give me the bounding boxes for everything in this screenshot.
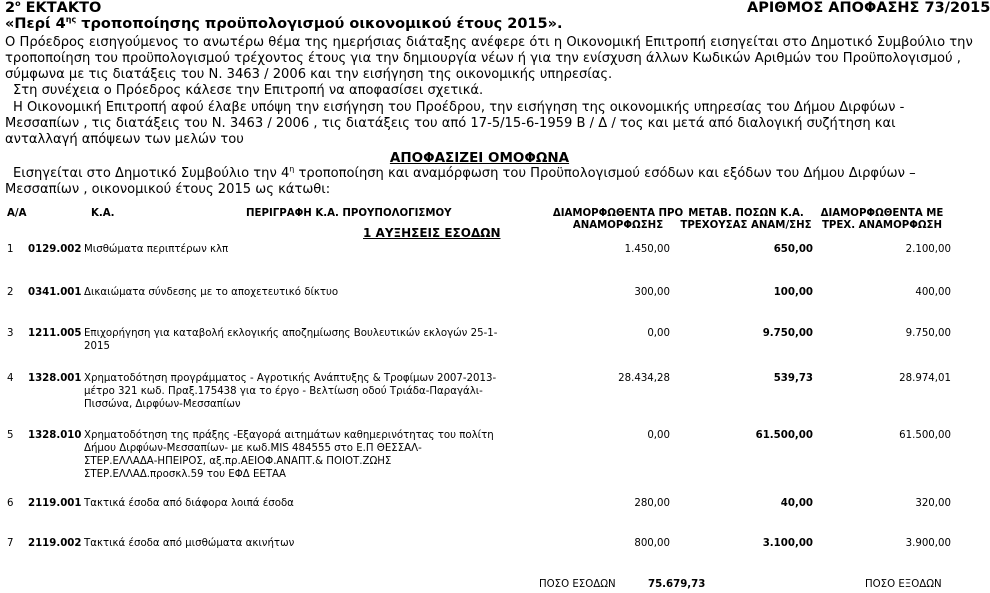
row-1-before: 1.450,00 [624, 244, 670, 255]
row-6-after: 320,00 [915, 498, 951, 509]
row-5-description-line-3: ΣΤΕΡ.ΕΛΛΑΔΑ-ΗΠΕΙΡΟΣ, αξ.πρ.ΑΕΙΟΦ.ΑΝΑΠΤ.& ΠΟΙΟΤ.ΖΩΗΣ [84, 456, 392, 467]
row-7-change: 3.100,00 [762, 538, 813, 549]
decision-subject: «Περί $4^{\eta\varsigma}$ τροποποίησης προϋπολογισμού οικονομικού έτους 2015». [5, 15, 563, 32]
row-7-ka: 2119.002 [28, 538, 82, 549]
row-6-description: Τακτικά έσοδα από διάφορα λοιπά έσοδα [84, 498, 294, 509]
row-2-description: Δικαιώματα σύνδεσης με το αποχετευτικό δίκτυο [84, 287, 339, 298]
row-4-ka: 1328.001 [28, 373, 82, 384]
section-title: 1 ΑΥΞΗΣΕΙΣ ΕΣΟΔΩΝ [363, 226, 501, 240]
row-3-after: 9.750,00 [905, 328, 951, 339]
row-4-change: 539,73 [773, 373, 813, 384]
row-2-after: 400,00 [915, 287, 951, 298]
row-2-aa: 2 [7, 287, 14, 298]
intro-line-4: Στη συνέχεια ο Πρόεδρος κάλεσε την Επιτροπή να αποφασίσει σχετικά. [13, 83, 484, 98]
row-4-description-line-1: Χρηματοδότηση προγράμματος - Αγροτικής Ανάπτυξης & Τροφίμων 2007-2013- [84, 373, 497, 384]
row-6-aa: 6 [7, 498, 14, 509]
row-2-ka: 0341.001 [28, 287, 82, 298]
row-4-before: 28.434,28 [618, 373, 670, 384]
intro-line-5: Η Οικονομική Επιτροπή αφού έλαβε υπόψη την εισήγηση του Προέδρου, την εισήγηση της οικονομικής υπηρεσίας του Δήμου Διρφύων - [13, 100, 905, 115]
row-5-before: 0,00 [647, 430, 670, 441]
row-1-change: 650,00 [773, 244, 813, 255]
row-3-description-line-1: Επιχορήγηση για καταβολή εκλογικής αποζημίωσης Βουλευτικών εκλογών 25-1- [84, 328, 498, 339]
row-4-after: 28.974,01 [899, 373, 951, 384]
decision-title: ΑΠΟΦΑΣΙΖΕΙ ΟΜΟΦΩΝΑ [389, 150, 570, 166]
row-1-ka: 0129.002 [28, 244, 82, 255]
header-description: ΠΕΡΙΓΡΑΦΗ Κ.Α. ΠΡΟΥΠΟΛΟΓΙΣΜΟΥ [246, 208, 452, 219]
row-5-ka: 1328.010 [28, 430, 82, 441]
total-revenue-label: ΠΟΣΟ ΕΣΟΔΩΝ [539, 579, 616, 590]
row-7-description: Τακτικά έσοδα από μισθώματα ακινήτων [84, 538, 295, 549]
row-1-description: Μισθώματα περιπτέρων κλπ [84, 244, 229, 255]
header-before-line-1: ΔΙΑΜΟΡΦΩΘΕΝΤΑ ΠΡΟ [552, 208, 684, 219]
row-5-description-line-2: Δήμου Διρφύων-Μεσσαπίων- με κωδ.MIS 484555 στο Ε.Π ΘΕΣΣΑΛ- [84, 443, 422, 454]
intro-line-2: τροποποίηση του προϋπολογισμού τρέχοντος έτους για την δημιουργία νέων ή για την ενίσχυση άλλων Κωδικών Αριθμών του Προϋπολογισμού , [5, 51, 961, 66]
decision-line-1: Εισηγείται στο Δημοτικό Συμβούλιο την $4^\eta$ τροποποίηση και αναμόρφωση του Προϋπολογισμού εσόδων και εξόδων του Δήμου Διρφύων – [13, 164, 916, 181]
intro-line-6: Μεσσαπίων , τις διατάξεις του Ν. 3463 / 2006 , τις διατάξεις του από 17-5/15-6-1959 Β / Δ / τος και μετά από διαλογική συζήτηση και [5, 116, 896, 131]
header-after-line-1: ΔΙΑΜΟΡΦΩΘΕΝΤΑ ΜΕ [820, 208, 944, 219]
row-5-description-line-4: ΣΤΕΡ.ΕΛΛΑΔ.προσκλ.59 του ΕΦΔ ΕΕΤΑΑ [84, 469, 286, 480]
row-3-ka: 1211.005 [28, 328, 82, 339]
header-aa: Α/Α [7, 208, 27, 219]
row-4-description-line-3: Πισσώνα, Διρφύων-Μεσσαπίων [84, 399, 241, 410]
total-revenue-value: 75.679,73 [648, 579, 706, 590]
row-3-before: 0,00 [647, 328, 670, 339]
row-3-aa: 3 [7, 328, 14, 339]
row-5-change: 61.500,00 [755, 430, 813, 441]
row-5-description-line-1: Χρηματοδότηση της πράξης -Εξαγορά αιτημάτων καθημερινότητας του πολίτη [84, 430, 494, 441]
row-1-after: 2.100,00 [905, 244, 951, 255]
row-4-aa: 4 [7, 373, 14, 384]
intro-line-3: σύμφωνα με τις διατάξεις του Ν. 3463 / 2006 και την εισήγηση της οικονομικής υπηρεσίας. [5, 67, 613, 82]
header-ka: Κ.Α. [91, 208, 115, 219]
row-6-change: 40,00 [780, 498, 813, 509]
agenda-item-number: $2^o$ ΕΚΤΑΚΤΟ [5, 0, 102, 16]
row-2-change: 100,00 [773, 287, 813, 298]
header-change-line-2: ΤΡΕΧΟΥΣΑΣ ΑΝΑΜ/ΣΗΣ [680, 220, 812, 231]
row-7-after: 3.900,00 [905, 538, 951, 549]
intro-line-1: Ο Πρόεδρος εισηγούμενος το ανωτέρω θέμα της ημερήσιας διάταξης ανέφερε ότι η Οικονομική Επιτροπή εισηγείται στο Δημοτικό Συμβούλιο την [5, 35, 973, 50]
row-2-before: 300,00 [634, 287, 670, 298]
row-4-description-line-2: μέτρο 321 κωδ. Πραξ.175438 για το έργο - Βελτίωση οδού Τριάδα-Παραγάλι- [84, 386, 483, 397]
row-3-description-line-2: 2015 [84, 341, 110, 352]
total-expenses-label: ΠΟΣΟ ΕΞΟΔΩΝ [865, 579, 942, 590]
row-6-before: 280,00 [634, 498, 670, 509]
row-5-after: 61.500,00 [899, 430, 951, 441]
decision-line-2: Μεσσαπίων , οικονομικού έτους 2015 ως κάτωθι: [5, 182, 331, 197]
row-5-aa: 5 [7, 430, 14, 441]
header-before-line-2: ΑΝΑΜΟΡΦΩΣΗΣ [572, 220, 664, 231]
intro-line-7: ανταλλαγή απόψεων των μελών του [5, 132, 244, 147]
row-7-before: 800,00 [634, 538, 670, 549]
row-1-aa: 1 [7, 244, 14, 255]
header-after-line-2: ΤΡΕΧ. ΑΝΑΜΟΡΦΩΣΗ [821, 220, 942, 231]
decision-number: ΑΡΙΘΜΟΣ ΑΠΟΦΑΣΗΣ 73/2015 [747, 0, 990, 16]
row-7-aa: 7 [7, 538, 14, 549]
row-3-change: 9.750,00 [762, 328, 813, 339]
header-change-line-1: ΜΕΤΑΒ. ΠΟΣΩΝ Κ.Α. [688, 208, 804, 219]
row-6-ka: 2119.001 [28, 498, 82, 509]
